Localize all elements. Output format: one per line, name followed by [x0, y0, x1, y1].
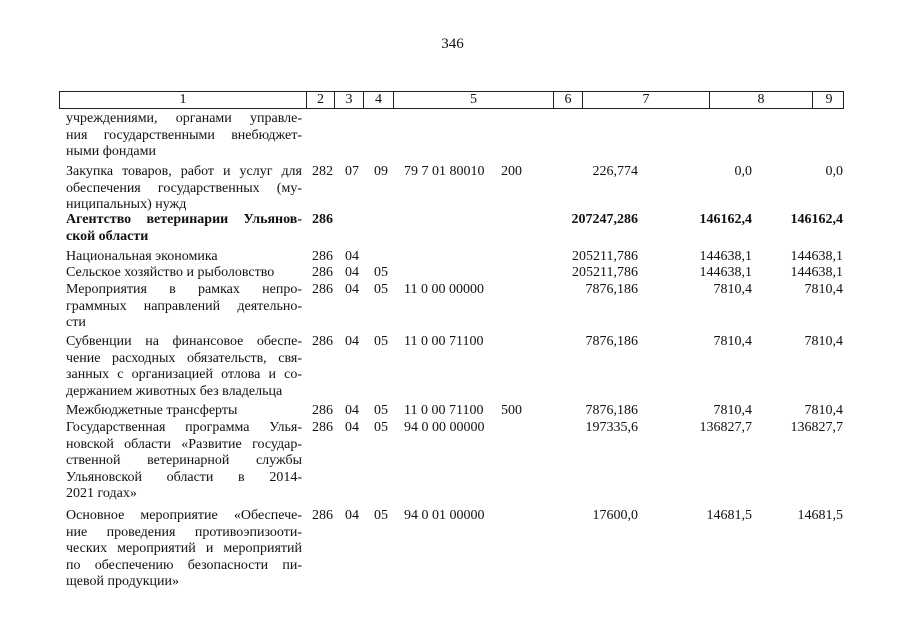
cell-col-5: 94 0 01 00000: [404, 508, 485, 523]
row-name-line: Государственная программа Улья-: [66, 420, 302, 435]
header-col-6: 6: [554, 92, 583, 108]
cell-col-4: 05: [374, 334, 388, 349]
header-col-2: 2: [307, 92, 335, 108]
row-name-line: сти: [66, 315, 86, 331]
cell-col-2: 286: [312, 212, 333, 227]
row-name-line: ственной ветеринарной службы: [66, 453, 302, 469]
row-name-line: занных с организацией отлова и со-: [66, 367, 302, 383]
cell-col-3: 07: [345, 164, 359, 179]
row-name-line: 2021 годах»: [66, 486, 137, 502]
row-name: [66, 164, 302, 214]
row-name: [66, 508, 302, 591]
cell-col-9: 7810,4: [804, 403, 843, 418]
header-col-4: 4: [364, 92, 394, 108]
row-name-line: ными фондами: [66, 144, 157, 160]
cell-col-9: 14681,5: [797, 508, 843, 523]
cell-col-9: 7810,4: [804, 282, 843, 297]
row-name-line: Ульяновской области в 2014-: [66, 469, 302, 485]
row-name-line: учреждениями, органами управле-: [66, 111, 302, 126]
cell-col-8: 14681,5: [706, 508, 752, 523]
cell-col-5: 11 0 00 71100: [404, 403, 484, 418]
row-name-line: Закупка товаров, работ и услуг для: [66, 164, 302, 179]
cell-col-8: 146162,4: [699, 212, 752, 227]
cell-col-7: 205211,786: [572, 265, 638, 280]
cell-col-6: 500: [501, 403, 522, 418]
row-name-line: щевой продукции»: [66, 574, 179, 590]
table-header: [59, 91, 844, 109]
cell-col-9: 146162,4: [790, 212, 843, 227]
cell-col-8: 144638,1: [699, 249, 752, 264]
row-name-line: ниципальных) нужд: [66, 197, 187, 213]
cell-col-7: 7876,186: [585, 403, 638, 418]
cell-col-2: 286: [312, 403, 333, 418]
row-name: [66, 420, 302, 503]
cell-col-3: 04: [345, 282, 359, 297]
header-col-9: 9: [825, 92, 833, 107]
header-col-3: 3: [335, 92, 364, 108]
row-name-line: ние проведения противоэпизооти-: [66, 524, 302, 540]
row-name-line: Основное мероприятие «Обеспече-: [66, 508, 302, 523]
header-col-5: 5: [394, 92, 554, 108]
header-col-8: 8: [710, 92, 813, 108]
row-name-line: новской области «Развитие государ-: [66, 436, 302, 452]
page-number: 346: [441, 36, 464, 52]
cell-col-4: 05: [374, 508, 388, 523]
cell-col-2: 282: [312, 164, 333, 179]
cell-col-2: 286: [312, 334, 333, 349]
row-name: [66, 249, 302, 266]
cell-col-3: 04: [345, 265, 359, 280]
row-name: [66, 212, 302, 245]
row-name: [66, 334, 302, 400]
row-name-line: граммных направлений деятельно-: [66, 298, 302, 314]
cell-col-7: 17600,0: [592, 508, 638, 523]
cell-col-7: 7876,186: [585, 334, 638, 349]
header-col-1: 1: [60, 92, 307, 108]
cell-col-2: 286: [312, 249, 333, 264]
cell-col-9: 144638,1: [790, 249, 843, 264]
cell-col-8: 144638,1: [699, 265, 752, 280]
cell-col-8: 7810,4: [713, 282, 752, 297]
row-name-line: ния государственными внебюджет-: [66, 127, 302, 143]
row-name-line: ской области: [66, 228, 149, 244]
cell-col-7: 7876,186: [585, 282, 638, 297]
row-name-line: обеспечения государственных (му-: [66, 180, 302, 196]
cell-col-4: 05: [374, 265, 388, 280]
cell-col-9: 136827,7: [790, 420, 843, 435]
cell-col-3: 04: [345, 420, 359, 435]
row-name-line: Национальная экономика: [66, 249, 218, 264]
cell-col-3: 04: [345, 508, 359, 523]
cell-col-9: 7810,4: [804, 334, 843, 349]
cell-col-3: 04: [345, 334, 359, 349]
cell-col-5: 11 0 00 00000: [404, 282, 484, 297]
cell-col-5: 94 0 00 00000: [404, 420, 485, 435]
cell-col-5: 79 7 01 80010: [404, 164, 485, 179]
cell-col-3: 04: [345, 249, 359, 264]
cell-col-4: 05: [374, 403, 388, 418]
cell-col-7: 205211,786: [572, 249, 638, 264]
row-name-line: Межбюджетные трансферты: [66, 403, 238, 418]
header-col-7: 7: [583, 92, 710, 108]
cell-col-8: 7810,4: [713, 403, 752, 418]
row-name-line: чение расходных обязательств, свя-: [66, 350, 302, 366]
cell-col-3: 04: [345, 403, 359, 418]
cell-col-7: 197335,6: [585, 420, 638, 435]
row-name: [66, 111, 302, 161]
row-name: [66, 265, 302, 282]
cell-col-2: 286: [312, 265, 333, 280]
row-name: [66, 403, 302, 420]
cell-col-4: 05: [374, 282, 388, 297]
row-name: [66, 282, 302, 332]
row-name-line: Субвенции на финансовое обеспе-: [66, 334, 302, 349]
row-name-line: ческих мероприятий и мероприятий: [66, 541, 302, 557]
cell-col-8: 0,0: [734, 164, 752, 179]
cell-col-2: 286: [312, 508, 333, 523]
cell-col-8: 136827,7: [699, 420, 752, 435]
cell-col-9: 144638,1: [790, 265, 843, 280]
cell-col-9: 0,0: [825, 164, 843, 179]
cell-col-8: 7810,4: [713, 334, 752, 349]
cell-col-2: 286: [312, 420, 333, 435]
cell-col-2: 286: [312, 282, 333, 297]
cell-col-7: 207247,286: [571, 212, 638, 227]
row-name-line: Мероприятия в рамках непро-: [66, 282, 302, 297]
cell-col-5: 11 0 00 71100: [404, 334, 484, 349]
cell-col-6: 200: [501, 164, 522, 179]
cell-col-7: 226,774: [592, 164, 638, 179]
cell-col-4: 09: [374, 164, 388, 179]
row-name-line: держанием животных без владельца: [66, 383, 283, 399]
cell-col-4: 05: [374, 420, 388, 435]
row-name-line: по обеспечению безопасности пи-: [66, 557, 302, 573]
row-name-line: Агентство ветеринарии Ульянов-: [66, 212, 302, 227]
row-name-line: Сельское хозяйство и рыболовство: [66, 265, 275, 280]
